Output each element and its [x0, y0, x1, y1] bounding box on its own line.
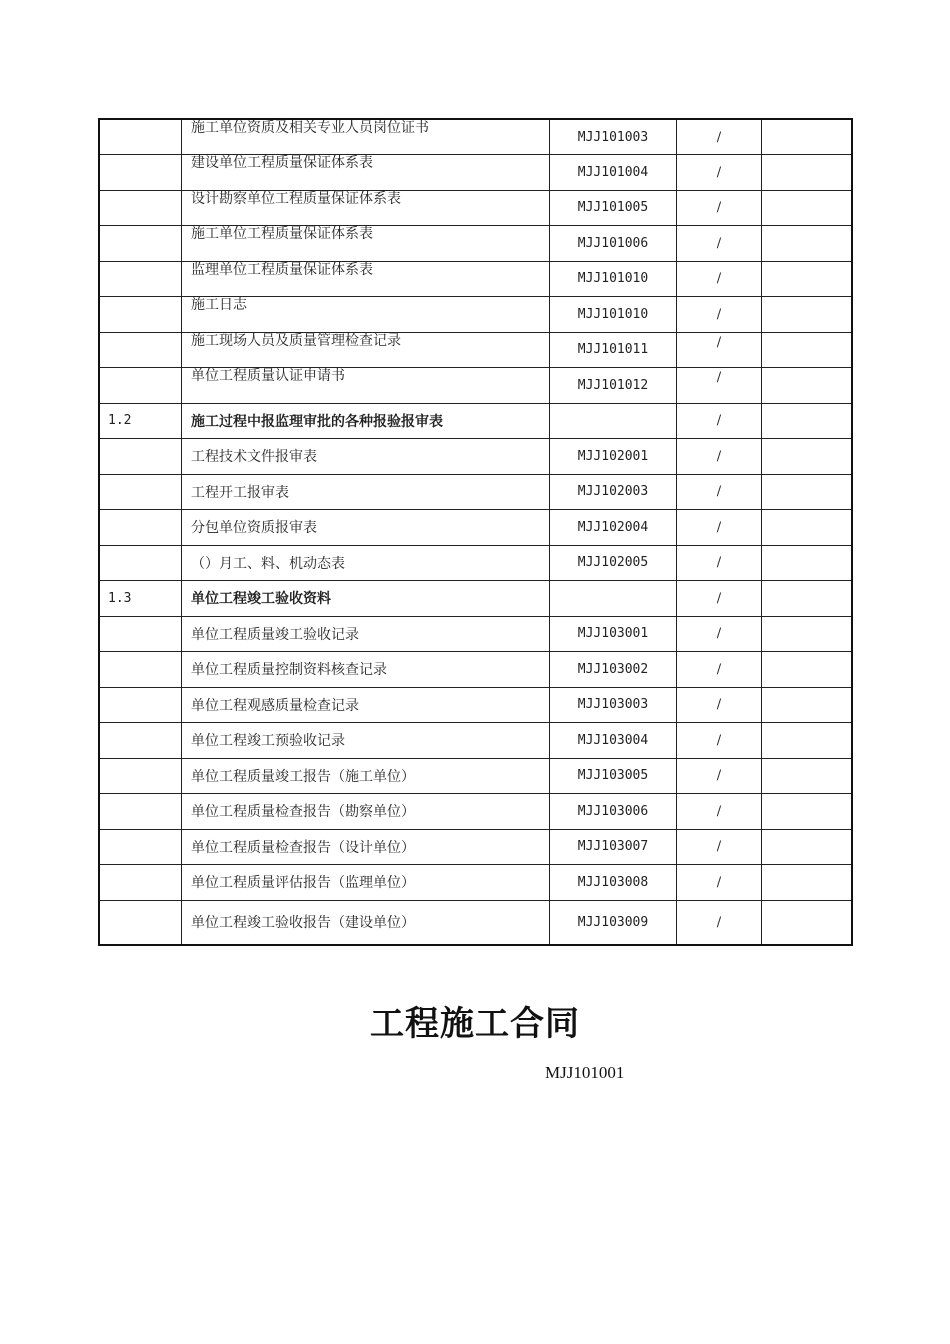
row-document-code: MJJ103005	[550, 758, 677, 794]
row-document-code: MJJ103006	[550, 794, 677, 830]
row-number	[99, 829, 182, 865]
row-number	[99, 616, 182, 652]
row-blank-cell	[762, 652, 853, 688]
row-number	[99, 261, 182, 297]
row-document-name: 单位工程观感质量检查记录	[182, 687, 550, 723]
row-document-code: MJJ103007	[550, 829, 677, 865]
row-mark: /	[677, 900, 762, 945]
row-number	[99, 190, 182, 226]
row-mark: /	[677, 119, 762, 155]
row-document-name: 建设单位工程质量保证体系表	[182, 155, 550, 191]
row-mark: /	[677, 403, 762, 439]
section-code: MJJ101001	[545, 1063, 625, 1082]
row-document-code: MJJ103001	[550, 616, 677, 652]
row-blank-cell	[762, 368, 853, 404]
table-row	[99, 616, 852, 652]
row-number	[99, 652, 182, 688]
row-document-code: MJJ103003	[550, 687, 677, 723]
table-row	[99, 510, 852, 546]
row-blank-cell	[762, 261, 853, 297]
document-index-table	[98, 118, 853, 946]
row-document-name: 工程开工报审表	[182, 474, 550, 510]
row-blank-cell	[762, 581, 853, 617]
row-document-name: 施工日志	[182, 297, 550, 333]
row-document-name: 施工现场人员及质量管理检查记录	[182, 332, 550, 368]
row-document-code: MJJ102001	[550, 439, 677, 475]
row-blank-cell	[762, 687, 853, 723]
row-document-code: MJJ101003	[550, 119, 677, 155]
row-mark: /	[677, 758, 762, 794]
section-number: 1.2	[99, 403, 182, 439]
row-document-name: 单位工程质量认证申请书	[182, 368, 550, 404]
row-number	[99, 439, 182, 475]
table-body	[99, 119, 852, 945]
row-document-code: MJJ101005	[550, 190, 677, 226]
table-row	[99, 332, 852, 368]
row-document-code	[550, 581, 677, 617]
table-row	[99, 652, 852, 688]
row-document-name: 单位工程质量评估报告（监理单位）	[182, 865, 550, 901]
row-document-code: MJJ101010	[550, 261, 677, 297]
row-document-code: MJJ101006	[550, 226, 677, 262]
row-document-code: MJJ102003	[550, 474, 677, 510]
row-document-name: 单位工程质量控制资料核查记录	[182, 652, 550, 688]
row-blank-cell	[762, 616, 853, 652]
row-number	[99, 155, 182, 191]
row-number	[99, 119, 182, 155]
table-row	[99, 794, 852, 830]
row-document-code: MJJ102005	[550, 545, 677, 581]
row-mark: /	[677, 510, 762, 546]
row-document-name: 单位工程质量竣工验收记录	[182, 616, 550, 652]
row-blank-cell	[762, 794, 853, 830]
row-blank-cell	[762, 226, 853, 262]
row-number	[99, 297, 182, 333]
row-mark: /	[677, 652, 762, 688]
row-blank-cell	[762, 403, 853, 439]
table-row	[99, 368, 852, 404]
row-number	[99, 226, 182, 262]
row-blank-cell	[762, 474, 853, 510]
row-mark: /	[677, 545, 762, 581]
row-document-name: 施工单位资质及相关专业人员岗位证书	[182, 119, 550, 155]
table-row	[99, 723, 852, 759]
table-row	[99, 297, 852, 333]
row-document-code: MJJ102004	[550, 510, 677, 546]
row-document-code: MJJ103008	[550, 865, 677, 901]
row-blank-cell	[762, 723, 853, 759]
row-document-code: MJJ101004	[550, 155, 677, 191]
row-number	[99, 794, 182, 830]
row-document-name: （）月工、料、机动态表	[182, 545, 550, 581]
table-row	[99, 687, 852, 723]
table-row	[99, 226, 852, 262]
row-mark: /	[677, 581, 762, 617]
row-document-name: 监理单位工程质量保证体系表	[182, 261, 550, 297]
row-mark: /	[677, 616, 762, 652]
table-row	[99, 829, 852, 865]
section-heading: 施工过程中报监理审批的各种报验报审表	[182, 403, 550, 439]
table-row	[99, 865, 852, 901]
row-number	[99, 474, 182, 510]
row-number	[99, 332, 182, 368]
row-number	[99, 758, 182, 794]
table-row	[99, 545, 852, 581]
row-mark: /	[677, 794, 762, 830]
row-document-code: MJJ101010	[550, 297, 677, 333]
row-document-code	[550, 403, 677, 439]
row-mark: /	[677, 368, 762, 404]
row-blank-cell	[762, 510, 853, 546]
row-document-code: MJJ103009	[550, 900, 677, 945]
row-mark: /	[677, 687, 762, 723]
row-document-name: 分包单位资质报审表	[182, 510, 550, 546]
row-mark: /	[677, 261, 762, 297]
row-mark: /	[677, 829, 762, 865]
row-document-name: 单位工程质量检查报告（设计单位）	[182, 829, 550, 865]
row-blank-cell	[762, 439, 853, 475]
row-blank-cell	[762, 829, 853, 865]
row-document-code: MJJ101011	[550, 332, 677, 368]
row-mark: /	[677, 190, 762, 226]
table-row	[99, 119, 852, 155]
row-document-code: MJJ101012	[550, 368, 677, 404]
row-blank-cell	[762, 758, 853, 794]
section-row	[99, 581, 852, 617]
row-blank-cell	[762, 545, 853, 581]
row-mark: /	[677, 155, 762, 191]
row-number	[99, 545, 182, 581]
row-mark: /	[677, 474, 762, 510]
section-row	[99, 403, 852, 439]
section-number: 1.3	[99, 581, 182, 617]
table-row	[99, 190, 852, 226]
table-row	[99, 474, 852, 510]
table-row	[99, 261, 852, 297]
table-row	[99, 900, 852, 945]
row-document-code: MJJ103002	[550, 652, 677, 688]
row-mark: /	[677, 226, 762, 262]
row-blank-cell	[762, 332, 853, 368]
row-document-name: 单位工程质量检查报告（勘察单位）	[182, 794, 550, 830]
row-document-code: MJJ103004	[550, 723, 677, 759]
row-mark: /	[677, 723, 762, 759]
row-blank-cell	[762, 865, 853, 901]
section-heading: 单位工程竣工验收资料	[182, 581, 550, 617]
row-blank-cell	[762, 900, 853, 945]
row-number	[99, 687, 182, 723]
table-row	[99, 758, 852, 794]
section-title: 工程施工合同	[370, 1004, 580, 1044]
row-number	[99, 510, 182, 546]
row-document-name: 单位工程竣工验收报告（建设单位）	[182, 900, 550, 945]
row-mark: /	[677, 439, 762, 475]
row-number	[99, 723, 182, 759]
row-blank-cell	[762, 119, 853, 155]
row-blank-cell	[762, 297, 853, 333]
row-number	[99, 900, 182, 945]
row-number	[99, 368, 182, 404]
row-mark: /	[677, 865, 762, 901]
row-mark: /	[677, 332, 762, 368]
row-blank-cell	[762, 155, 853, 191]
row-document-name: 单位工程质量竣工报告（施工单位）	[182, 758, 550, 794]
row-blank-cell	[762, 190, 853, 226]
row-document-name: 工程技术文件报审表	[182, 439, 550, 475]
table-row	[99, 439, 852, 475]
row-document-name: 单位工程竣工预验收记录	[182, 723, 550, 759]
row-document-name: 设计勘察单位工程质量保证体系表	[182, 190, 550, 226]
table-row	[99, 155, 852, 191]
row-document-name: 施工单位工程质量保证体系表	[182, 226, 550, 262]
row-mark: /	[677, 297, 762, 333]
row-number	[99, 865, 182, 901]
